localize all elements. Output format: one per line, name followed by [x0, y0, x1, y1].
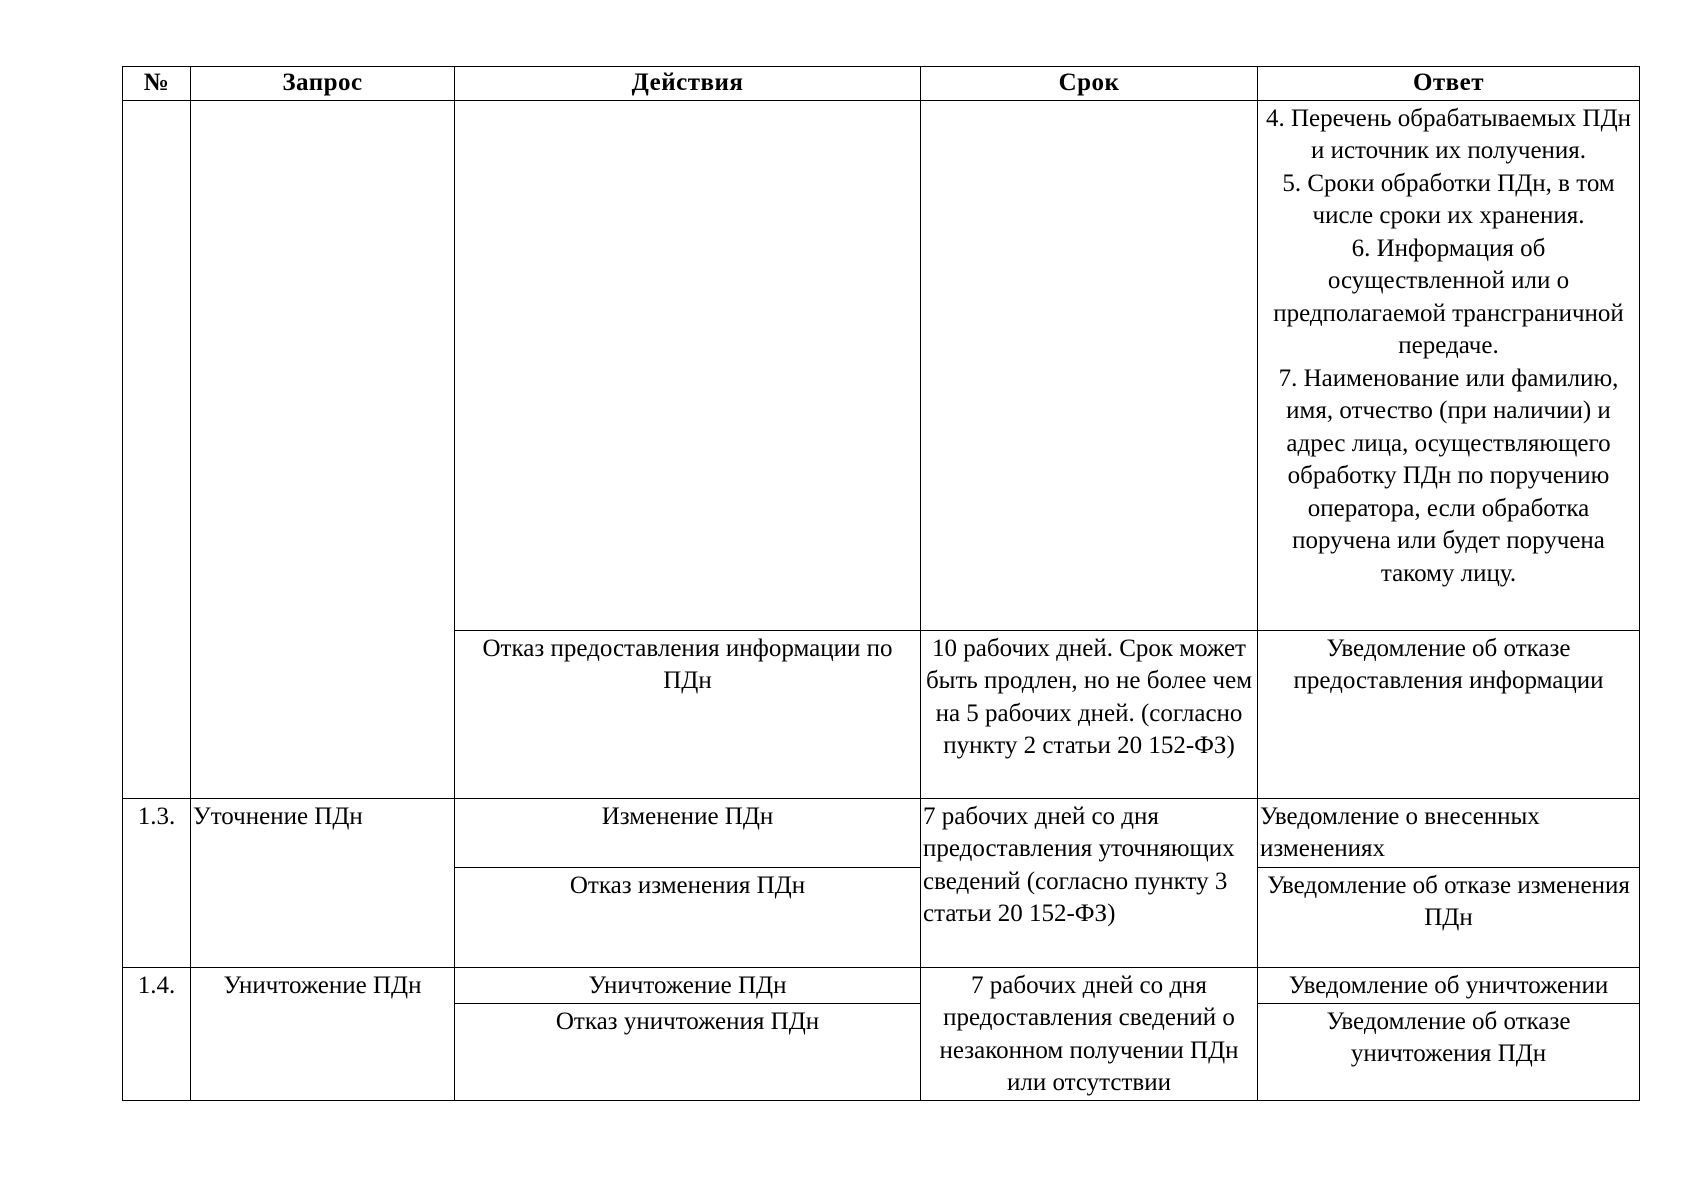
header-actions: Действия: [455, 67, 921, 101]
cell-number-continued: [123, 100, 191, 798]
header-answer: Ответ: [1258, 67, 1640, 101]
cell-action-refusal: Отказ изменения ПДн: [455, 867, 921, 967]
cell-answer-refusal: Уведомление об отказе уничтожения ПДн: [1258, 1003, 1640, 1100]
answer-list-item: 5. Сроки обработки ПДн, в том числе сроки их хранения.: [1282, 169, 1615, 229]
table-row: [123, 798, 1640, 867]
table-row: [123, 100, 1640, 630]
cell-answer-list: [1258, 100, 1640, 630]
cell-action-continued: [455, 100, 921, 630]
cell-action: Уничтожение ПДн: [455, 967, 921, 1003]
answer-list-item: 4. Перечень обрабатываемых ПДн и источник их получения.: [1265, 104, 1632, 164]
cell-action: Изменение ПДн: [455, 798, 921, 867]
answer-list-item: 6. Информация об осуществленной или о предполагаемой трансграничной передаче.: [1273, 234, 1624, 359]
header-request: Запрос: [191, 67, 455, 101]
cell-term: 7 рабочих дней со дня предоставления сведений о незаконном получении ПДн или отсутствии: [921, 967, 1258, 1100]
procedures-table: [122, 66, 1640, 1101]
cell-action-refusal: Отказ уничтожения ПДн: [455, 1003, 921, 1100]
header-term: Срок: [921, 67, 1258, 101]
cell-request-continued: [191, 100, 455, 798]
cell-refusal-term: 10 рабочих дней. Срок может быть продлен, но не более чем на 5 рабочих дней. (согласно пункту 2 статьи 20 152-ФЗ): [921, 630, 1258, 798]
table-row: [123, 967, 1640, 1003]
cell-number: 1.4.: [123, 967, 191, 1100]
cell-request: Уничтожение ПДн: [191, 967, 455, 1100]
cell-refusal-action: Отказ предоставления информации по ПДн: [455, 630, 921, 798]
cell-answer-refusal: Уведомление об отказе изменения ПДн: [1258, 867, 1640, 967]
cell-number: 1.3.: [123, 798, 191, 967]
cell-answer: Уведомление об уничтожении: [1258, 967, 1640, 1003]
cell-term: 7 рабочих дней со дня предоставления уточняющих сведений (согласно пункту 3 статьи 20 152-ФЗ): [921, 798, 1258, 967]
answer-list-item: 7. Наименование или фамилию, имя, отчество (при наличии) и адрес лица, осуществляющего обработку ПДн по поручению оператора, если обработка поручена или будет поручена такому лицу.: [1278, 364, 1619, 587]
cell-answer: Уведомление о внесенных изменениях: [1258, 798, 1640, 867]
cell-refusal-answer: Уведомление об отказе предоставления информации: [1258, 630, 1640, 798]
cell-request: Уточнение ПДн: [191, 798, 455, 967]
header-row: [123, 67, 1640, 101]
cell-term-continued: [921, 100, 1258, 630]
header-number: №: [123, 67, 191, 101]
